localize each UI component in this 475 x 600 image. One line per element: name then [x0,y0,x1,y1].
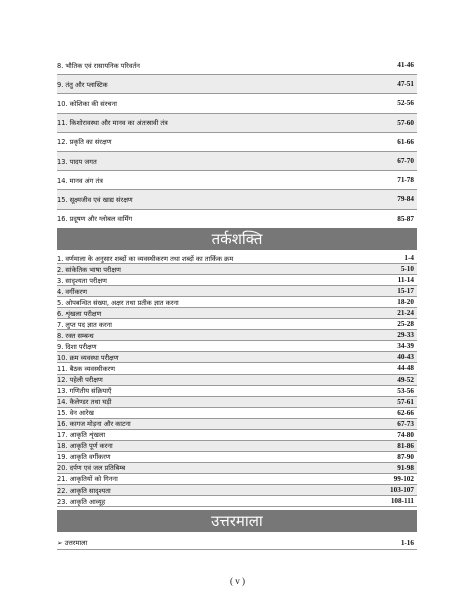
chapter-title: 16. प्रदूषण और ग्लोबल वार्मिंग [57,215,133,224]
toc-row [57,152,417,171]
chapter-title: 4. वर्गीकरण [57,287,88,296]
toc-row [57,330,417,341]
chapter-title: 13. गणितीय संक्रियाएँ [57,387,112,396]
toc-row [57,264,417,275]
toc-row [57,352,417,363]
toc-row [57,485,417,496]
toc-row [57,474,417,485]
toc-row [57,171,417,190]
chapter-title: 15. वेन आरेख [57,409,94,418]
answer-key-table [57,536,417,550]
page-range: 34-39 [397,342,414,351]
page-number: ( v ) [230,576,245,586]
toc-row [57,114,417,133]
page-range: 21-24 [397,309,414,318]
toc-row [57,375,417,386]
reasoning-chapters-table [57,253,417,507]
page-range: 44-48 [397,364,414,373]
chapter-title: 15. सूक्ष्मजीव एवं खाद्य संरक्षण [57,195,133,204]
page-range: 57-61 [397,397,414,406]
toc-row [57,408,417,419]
chapter-title: 6. शृंखला परीक्षण [57,309,102,318]
page-range: 25-28 [397,320,414,329]
chapter-title: 21. आकृतियों को गिनना [57,475,118,484]
page-range: 49-52 [397,375,414,384]
toc-row [57,210,417,229]
chapter-title: 10. कोशिका की संरचना [57,99,117,108]
page-range: 81-86 [397,441,414,450]
toc-row [57,286,417,297]
page-range: 108-111 [390,497,414,506]
page-range: 1-16 [400,538,414,547]
chapter-title: 14. कैलेण्डर तथा घड़ी [57,398,112,407]
page-range: 47-51 [397,80,414,89]
page-range: 53-56 [397,386,414,395]
chapter-title: 18. आकृति पूर्ण करना [57,442,113,451]
section-heading-reasoning: तर्कशक्ति [57,228,417,250]
chapter-title: 8. रक्त सम्बन्ध [57,331,94,340]
chapter-title: 13. पादप जगत [57,157,97,166]
toc-row [57,56,417,75]
chapter-title: 23. आकृति आव्यूह [57,497,106,506]
toc-row [57,75,417,94]
toc-row [57,190,417,209]
chapter-title: 11. किशोरावस्था और मानव का अंतःस्रावी तंत्र [57,119,168,128]
chapter-title: 5. ओपबन्धित संख्या, अक्षर तथा प्रतीक ज्ञात करना [57,298,179,307]
page-range: 85-87 [397,214,414,223]
toc-row [57,452,417,463]
chapter-title: 20. दर्पण एवं जल प्रतिबिम्ब [57,464,126,473]
chapter-title: 16. कागज मोड़ना और काटना [57,420,131,429]
page-range: 62-66 [397,408,414,417]
page-range: 40-43 [397,353,414,362]
page-range: 87-90 [397,452,414,461]
chapter-title: 9. तंतु और प्लास्टिक [57,80,108,89]
toc-row [57,419,417,430]
chapter-title: 19. आकृति वर्गीकरण [57,453,111,462]
chapter-title: 17. आकृति शृंखला [57,431,106,440]
toc-row [57,253,417,264]
toc-row [57,430,417,441]
toc-row [57,397,417,408]
page-range: 79-84 [397,195,414,204]
toc-row [57,441,417,452]
toc-row [57,308,417,319]
page-range: 52-56 [397,99,414,108]
chapter-title: 14. मानव अंग तंत्र [57,176,103,185]
page-range: 15-17 [397,287,414,296]
page-range: 91-98 [397,463,414,472]
chapter-title: 10. क्रम व्यवस्था परीक्षण [57,353,119,362]
toc-row [57,341,417,352]
page-range: 11-14 [397,276,414,285]
page-range: 41-46 [397,61,414,70]
page-range: 67-73 [397,419,414,428]
chapter-title: 3. सादृश्यता परीक्षण [57,276,107,285]
chapter-title: 22. आकृति सादृश्यता [57,486,111,495]
page-range: 1-4 [404,254,414,263]
chapter-title: 8. भौतिक एवं रासायनिक परिवर्तन [57,61,140,70]
page-range: 57-60 [397,118,414,127]
chapter-title: 2. सांकेतिक भाषा परीक्षण [57,265,121,274]
section-heading-answer-key: उत्तरमाला [57,510,417,532]
toc-row [57,297,417,308]
toc-row [57,463,417,474]
page-range: 29-33 [397,331,414,340]
page-range: 74-80 [397,430,414,439]
toc-row [57,319,417,330]
toc-row [57,386,417,397]
page-range: 71-78 [397,176,414,185]
page-range: 5-10 [400,265,414,274]
toc-row [57,94,417,113]
page-range: 61-66 [397,137,414,146]
toc-row [57,363,417,374]
chapter-title: 11. बैठक व्यवस्थीकरण [57,364,115,373]
chapter-title: 1. वर्णमाला के अनुसार शब्दों का व्यवस्थीकरण तथा शब्दों का तार्किक क्रम [57,254,234,263]
page-range: 67-70 [397,157,414,166]
chapter-title: 7. लुप्त पद ज्ञात करना [57,320,113,329]
toc-row [57,536,417,550]
toc-row [57,275,417,286]
toc-row [57,133,417,152]
chapter-title: 12. प्रकृति का संरक्षण [57,138,112,147]
science-chapters-table [57,56,417,229]
page-range: 18-20 [397,298,414,307]
toc-row [57,496,417,507]
page-range: 103-107 [390,486,414,494]
chapter-title: 9. दिशा परीक्षण [57,342,97,351]
chapter-title: ➢ उत्तरमाला [57,539,88,547]
page-range: 99-102 [393,474,414,483]
chapter-title: 12. पहेली परीक्षण [57,376,103,385]
